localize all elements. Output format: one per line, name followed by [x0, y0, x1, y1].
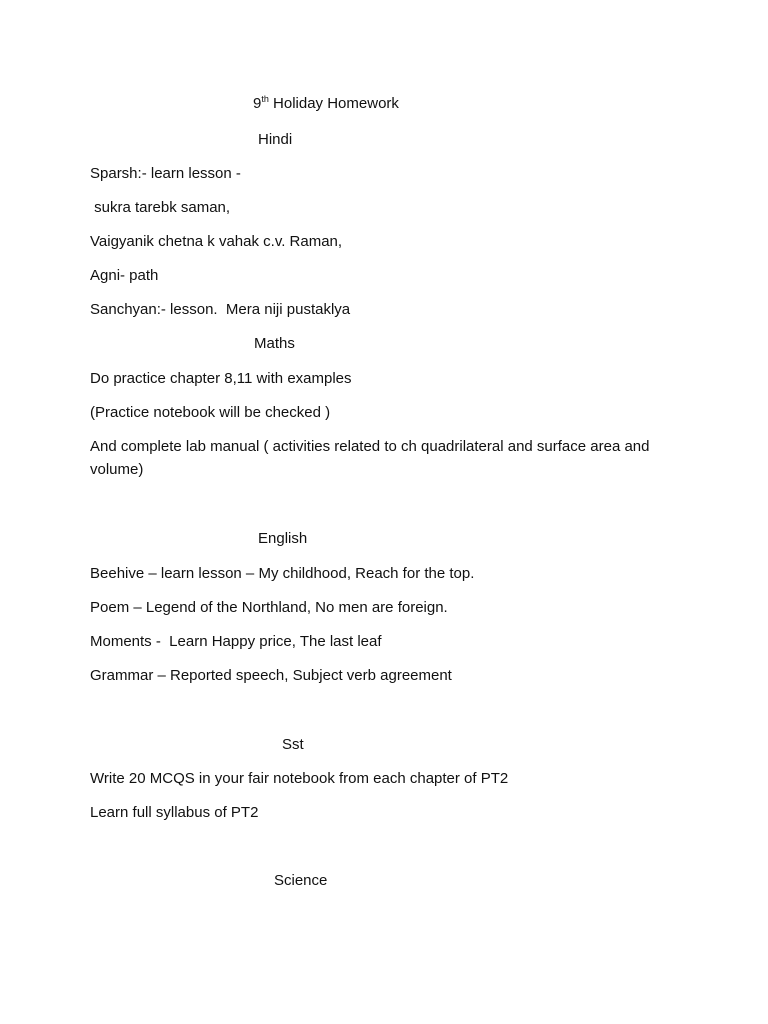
english-line: Beehive – learn lesson – My childhood, Reach for the top. — [90, 565, 475, 582]
sst-heading: Sst — [282, 736, 304, 753]
hindi-heading: Hindi — [258, 131, 293, 148]
maths-heading: Maths — [254, 335, 295, 352]
title-superscript: th — [261, 94, 269, 104]
hindi-line: Sparsh:- learn lesson - — [90, 165, 241, 182]
sst-line: Write 20 MCQS in your fair notebook from each chapter of PT2 — [90, 770, 509, 787]
hindi-line: Agni- path — [90, 267, 159, 284]
sst-line: Learn full syllabus of PT2 — [90, 804, 259, 821]
maths-line: (Practice notebook will be checked ) — [90, 404, 331, 421]
maths-line: Do practice chapter 8,11 with examples — [90, 370, 352, 387]
title-rest: Holiday Homework — [268, 95, 399, 112]
hindi-line: sukra tarebk saman, — [90, 199, 231, 216]
science-heading: Science — [274, 872, 328, 889]
document-title — [253, 92, 399, 115]
title-number: 9 — [253, 95, 262, 112]
english-line: Moments - Learn Happy price, The last leaf — [90, 633, 382, 650]
maths-line: And complete lab manual ( activities related to ch quadrilateral and surface area and volume) — [90, 438, 650, 478]
hindi-line: Vaigyanik chetna k vahak c.v. Raman, — [90, 233, 343, 250]
hindi-line: Sanchyan:- lesson. Mera niji pustaklya — [90, 301, 351, 318]
english-heading: English — [258, 530, 308, 547]
english-line: Grammar – Reported speech, Subject verb agreement — [90, 667, 452, 684]
english-line: Poem – Legend of the Northland, No men are foreign. — [90, 599, 448, 616]
